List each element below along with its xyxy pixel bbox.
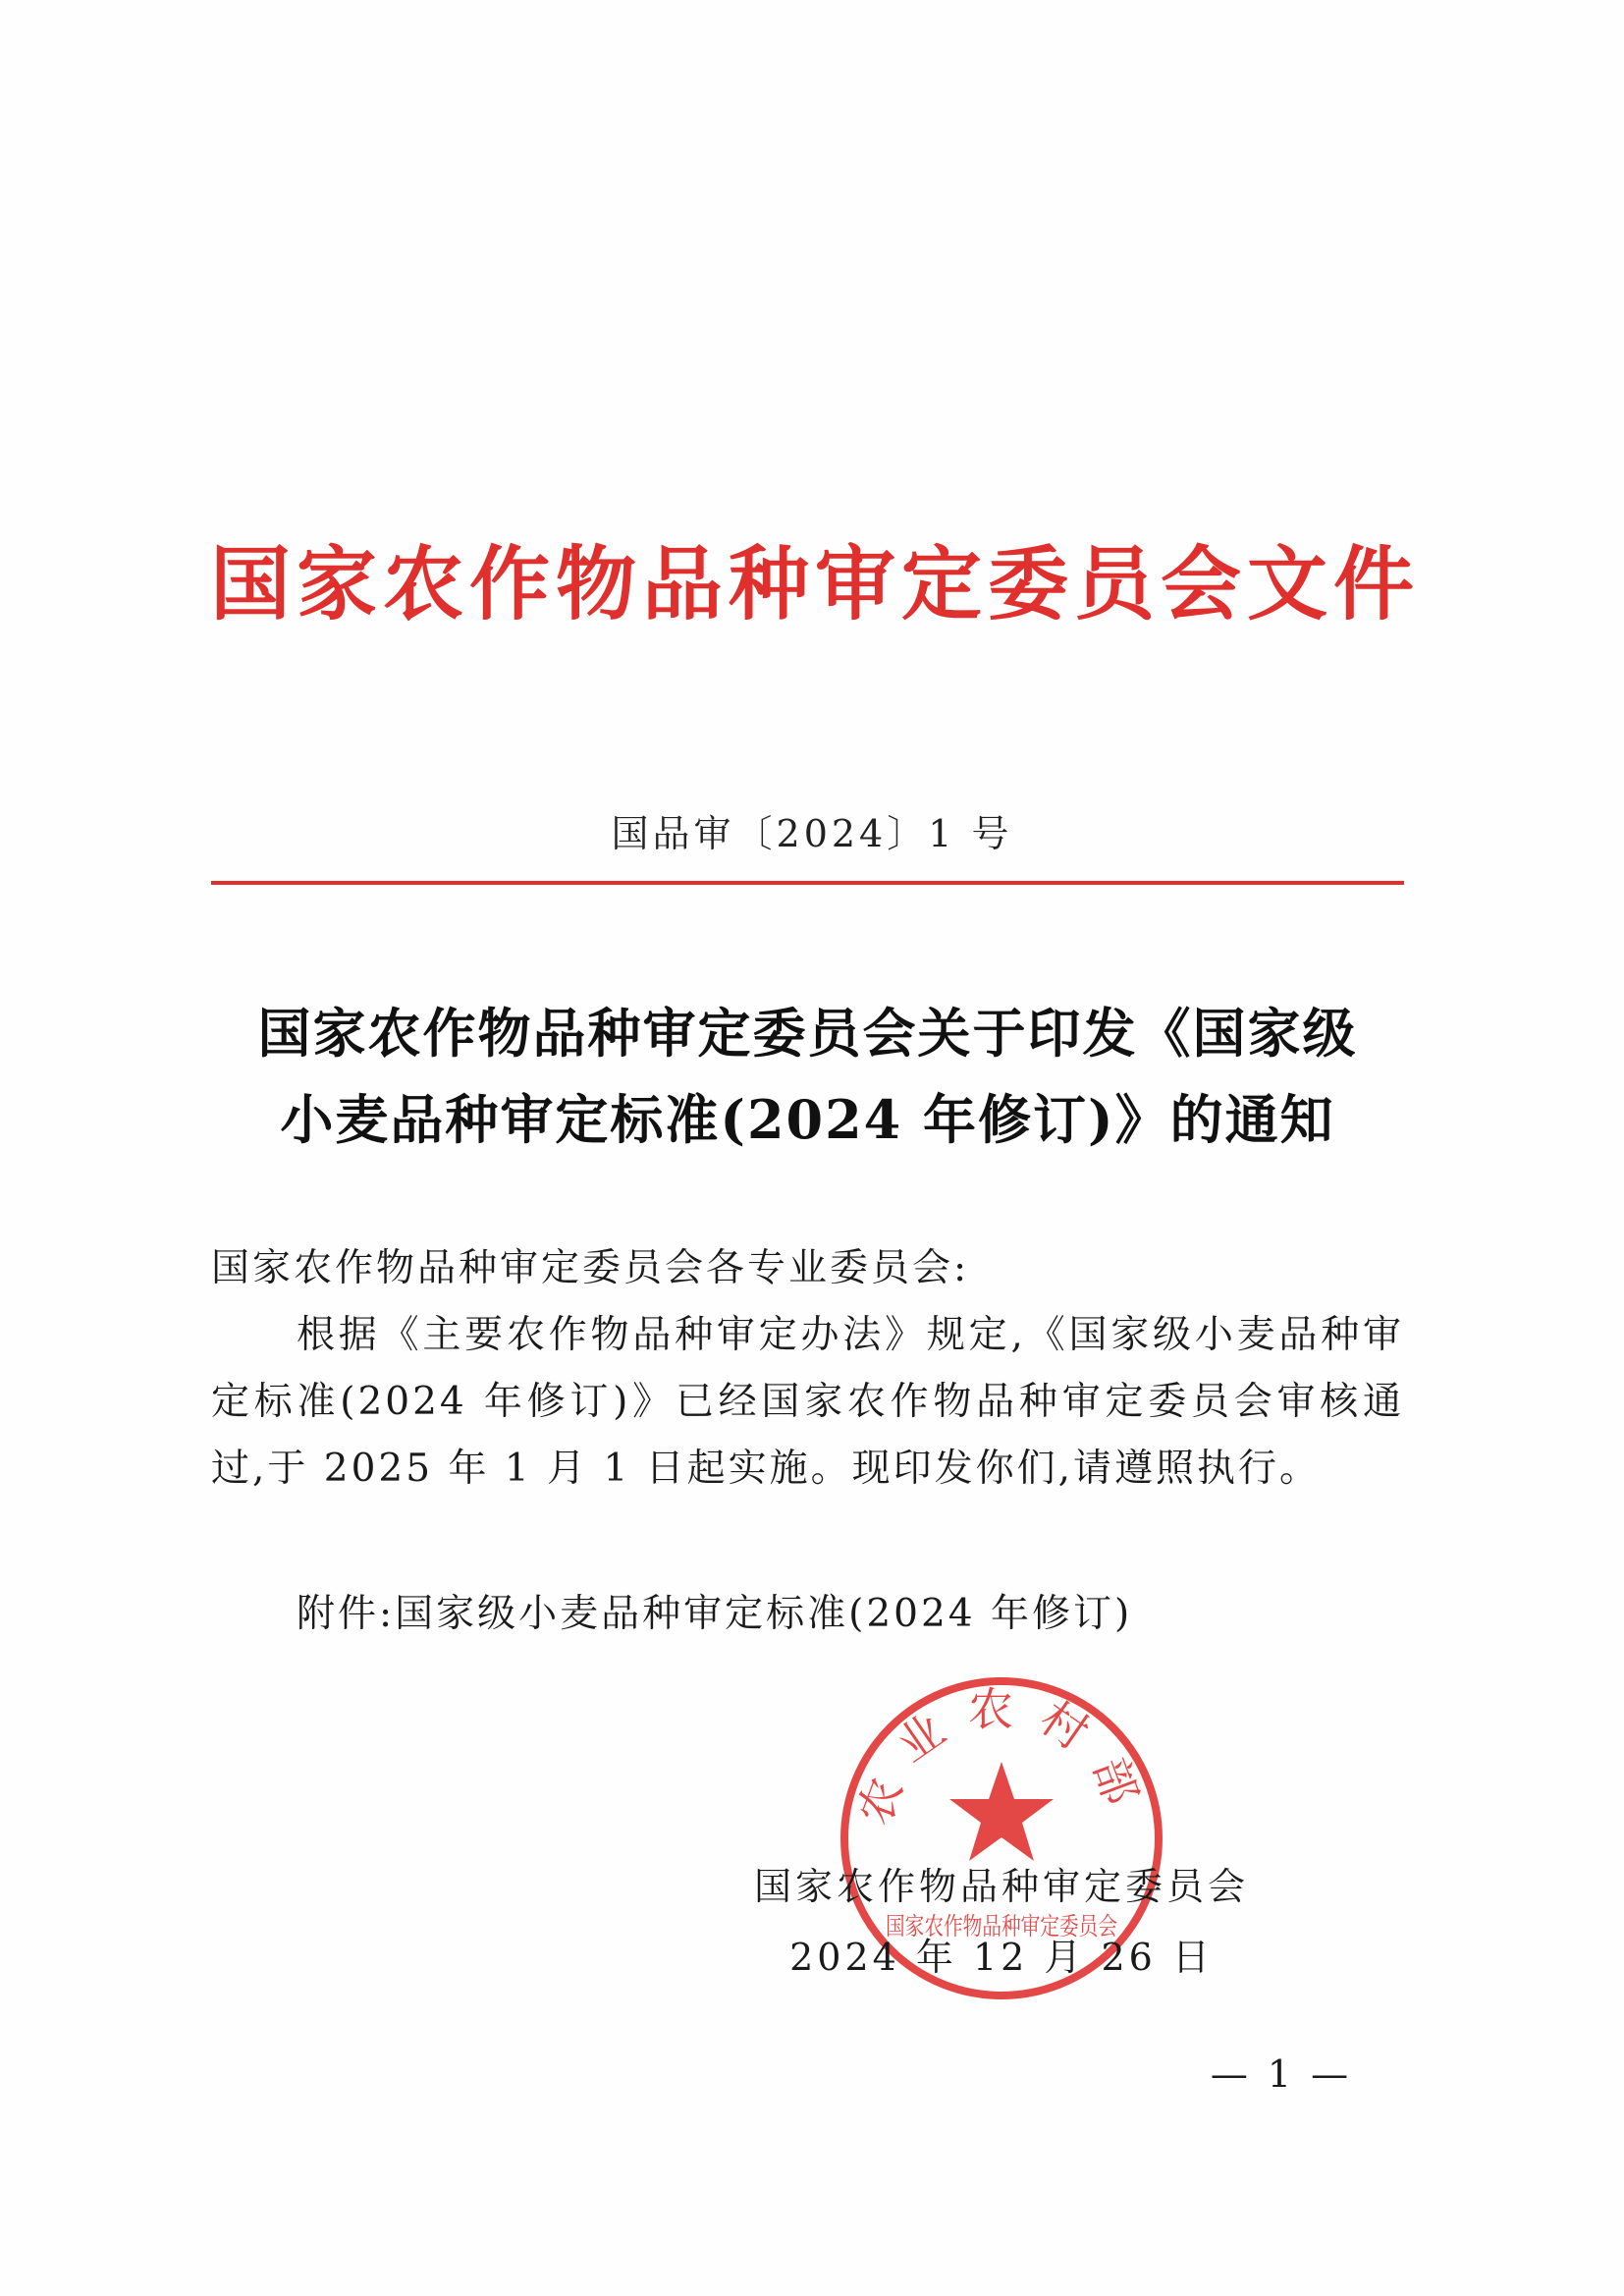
attachment-line: 附件:国家级小麦品种审定标准(2024 年修订) bbox=[297, 1592, 1133, 1636]
notice-title-line-2: 小麦品种审定标准(2024 年修订)》的通知 bbox=[280, 1088, 1335, 1151]
addressee: 国家农作物品种审定委员会各专业委员会: bbox=[211, 1246, 970, 1290]
signature-date: 2024 年 12 月 26 日 bbox=[789, 1936, 1214, 1979]
signature-block bbox=[746, 1851, 1257, 1993]
document-number: 国品审〔2024〕1 号 bbox=[611, 812, 1013, 855]
body-paragraph: 根据《主要农作物品种审定办法》规定,《国家级小麦品种审定标准(2024 年修订)》已经国家农作物品种审定委员会审核通过,于 2025 年 1 月 1 日起实施。现印发你们,请遵照执行。 bbox=[211, 1313, 1404, 1491]
notice-title bbox=[211, 990, 1404, 1163]
seal-star-icon bbox=[949, 1762, 1054, 1861]
notice-title-line-1: 国家农作物品种审定委员会关于印发《国家级 bbox=[257, 1002, 1358, 1065]
red-divider-line bbox=[211, 881, 1404, 885]
header-title: 国家农作物品种审定委员会文件 bbox=[209, 537, 1420, 631]
seal-outer-text: 农业农村部 bbox=[846, 1682, 1157, 1832]
signature-organization: 国家农作物品种审定委员会 bbox=[753, 1865, 1249, 1908]
seal-inner-text: 国家农作物品种审定委员会 bbox=[886, 1912, 1117, 1941]
page-number: — 1 — bbox=[1210, 2052, 1353, 2096]
